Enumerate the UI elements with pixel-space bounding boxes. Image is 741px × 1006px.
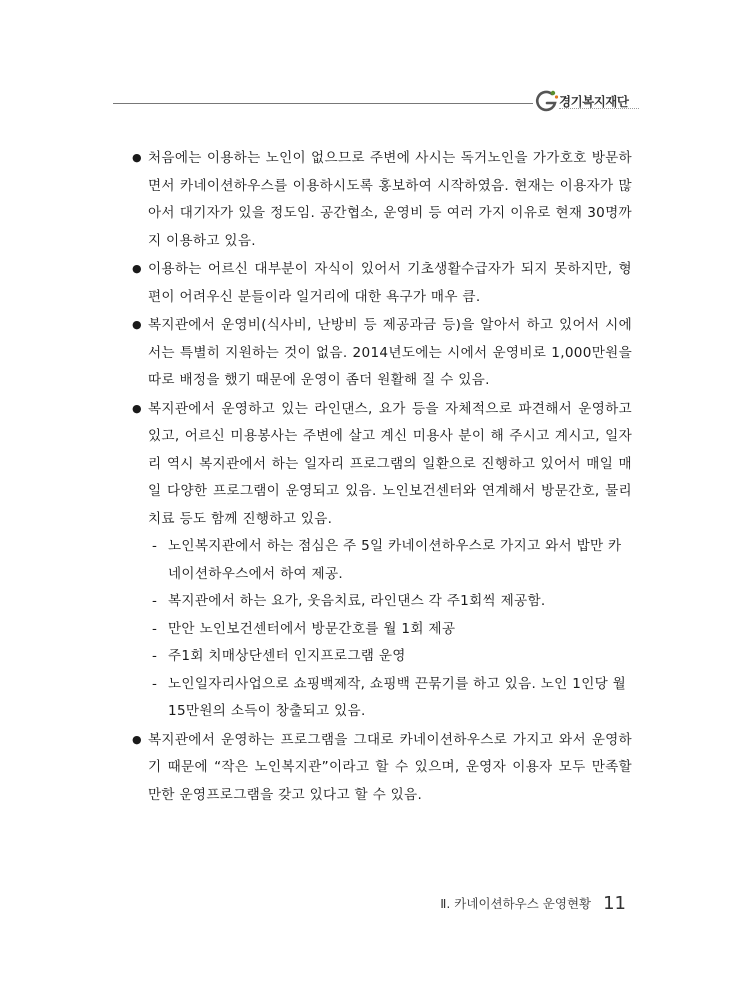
bullet-item: ● 이용하는 어르신 대부분이 자식이 있어서 기초생활수급자가 되지 못하지만, 형편이 어려우신 분들이라 일거리에 대한 욕구가 매우 큼. <box>132 255 632 311</box>
logo-text: 경기복지재단 <box>559 94 629 109</box>
bullet-item: ● 복지관에서 운영비(식사비, 난방비 등 제공과금 등)을 알아서 하고 있어서 시에서는 특별히 지원하는 것이 없음. 2014년도에는 시에서 운영비로 1,000만원을 따로 배정을 했기 때문에 운영이 좀더 원활해 질 수 있음. <box>132 311 632 395</box>
sub-item: - 만안 노인보건센터에서 방문간호를 월 1회 제공 <box>132 616 632 644</box>
footer-section-title: Ⅱ. 카네이션하우스 운영현황 <box>440 896 592 911</box>
bullet-item: ● 처음에는 이용하는 노인이 없으므로 주변에 사시는 독거노인을 가가호호 방문하면서 카네이션하우스를 이용하시도록 홍보하여 시작하였음. 현재는 이용자가 많아서 대기자가 있을 정도임. 공간협소, 운영비 등 여러 가지 이유로 현재 30명까지 이용하고 있음. <box>132 144 632 255</box>
foundation-logo <box>534 88 644 118</box>
sub-item: - 복지관에서 하는 요가, 웃음치료, 라인댄스 각 주1회씩 제공함. <box>132 588 632 616</box>
logo-subtext <box>559 108 639 111</box>
bullet-item: ● 복지관에서 운영하고 있는 라인댄스, 요가 등을 자체적으로 파견해서 운영하고 있고, 어르신 미용봉사는 주변에 살고 계신 미용사 분이 해 주시고 계시고, 일자리 역시 복지관에서 하는 일자리 프로그램의 일환으로 진행하고 있어서 매일 매일 다양한 프로그램이 운영되고 있음. 노인보건센터와 연계해서 방문간호, 물리치료 등도 함께 진행하고 있음. <box>132 395 632 534</box>
foundation-logo-icon <box>534 88 560 114</box>
page-number: 11 <box>603 893 626 914</box>
sub-item: - 노인복지관에서 하는 점심은 주 5일 카네이션하우스로 가지고 와서 밥만 카네이션하우스에서 하여 제공. <box>132 533 632 588</box>
sub-item: - 노인일자리사업으로 쇼핑백제작, 쇼핑백 끈묶기를 하고 있음. 노인 1인당 월 15만원의 소득이 창출되고 있음. <box>132 671 632 726</box>
bullet-item: ● 복지관에서 운영하는 프로그램을 그대로 카네이션하우스로 가지고 와서 운영하기 때문에 “작은 노인복지관”이라고 할 수 있으며, 운영자 이용자 모두 만족할 만한 운영프로그램을 갖고 있다고 할 수 있음. <box>132 726 632 810</box>
document-body <box>132 144 632 809</box>
sub-item: - 주1회 치매상단센터 인지프로그램 운영 <box>132 643 632 671</box>
header-rule <box>113 103 533 104</box>
page-footer <box>440 893 626 914</box>
